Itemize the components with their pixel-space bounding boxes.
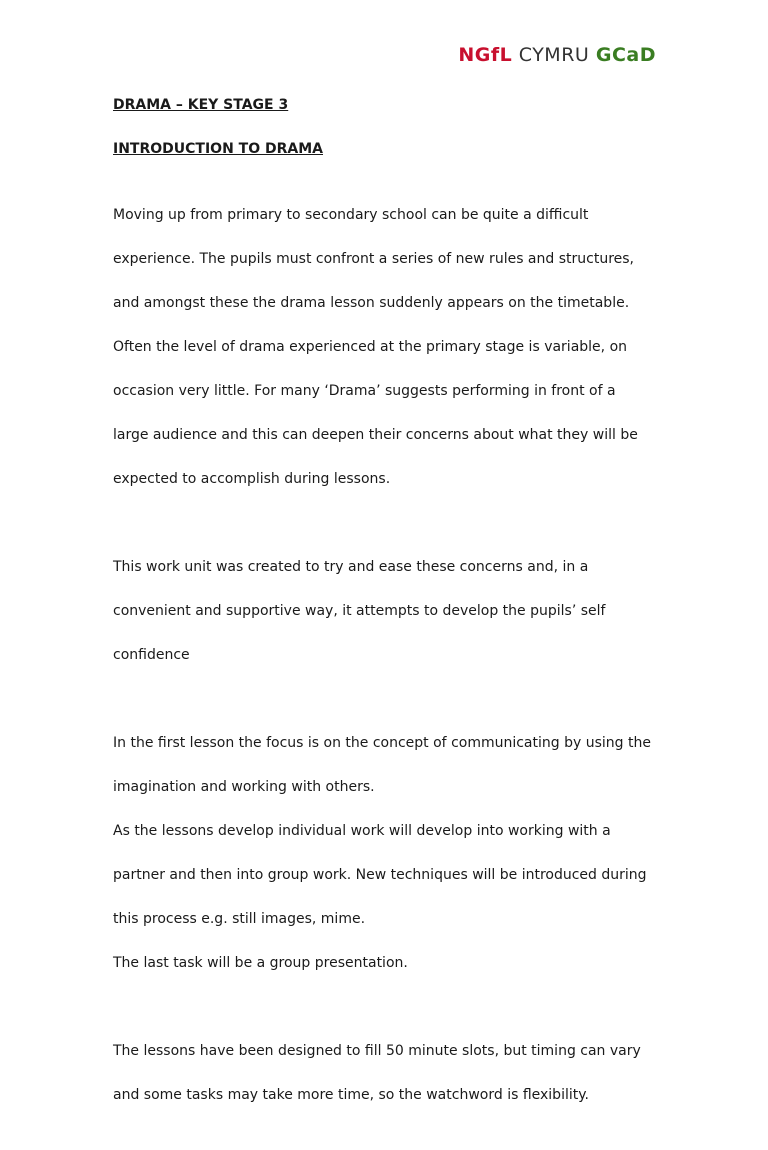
logo-gcad-text: GCaD — [595, 44, 656, 66]
paragraph-line: experience. The pupils must confront a series of new rules and structures, — [113, 251, 635, 267]
paragraph-line: large audience and this can deepen their concerns about what they will be — [113, 427, 638, 443]
paragraph-line: this process e.g. still images, mime. — [113, 911, 366, 927]
paragraph-line: Moving up from primary to secondary school can be quite a difficult — [113, 207, 589, 223]
document-subtitle: INTRODUCTION TO DRAMA — [113, 141, 323, 157]
paragraph-line: expected to accomplish during lessons. — [113, 471, 391, 487]
ngfl-cymru-logo — [458, 44, 656, 66]
paragraph-line: imagination and working with others. — [113, 779, 375, 795]
logo-ngfl-text: NGfL — [458, 44, 513, 66]
paragraph-line: occasion very little. For many ‘Drama’ suggests performing in front of a — [113, 383, 616, 399]
document-body — [113, 94, 663, 1150]
paragraph-line: and amongst these the drama lesson suddenly appears on the timetable. — [113, 295, 630, 311]
paragraph-line: Often the level of drama experienced at the primary stage is variable, on — [113, 339, 628, 355]
paragraph-4 — [113, 1018, 663, 1128]
paragraph-line: The lessons have been designed to fill 50 minute slots, but timing can vary — [113, 1043, 641, 1059]
paragraph-3 — [113, 710, 663, 996]
paragraph-line: This work unit was created to try and ease these concerns and, in a — [113, 559, 589, 575]
paragraph-line: In the first lesson the focus is on the concept of communicating by using the — [113, 735, 651, 751]
paragraph-1 — [113, 182, 663, 512]
paragraph-line: The last task will be a group presentation. — [113, 955, 408, 971]
paragraph-line: As the lessons develop individual work will develop into working with a — [113, 823, 611, 839]
paragraph-line: convenient and supportive way, it attempts to develop the pupils’ self — [113, 603, 606, 619]
logo-cymru-text: CYMRU — [518, 44, 590, 66]
paragraph-2 — [113, 534, 663, 688]
paragraph-line: and some tasks may take more time, so the watchword is flexibility. — [113, 1087, 589, 1103]
document-title: DRAMA – KEY STAGE 3 — [113, 97, 289, 113]
paragraph-line: partner and then into group work. New techniques will be introduced during — [113, 867, 647, 883]
paragraph-line: confidence — [113, 647, 190, 663]
